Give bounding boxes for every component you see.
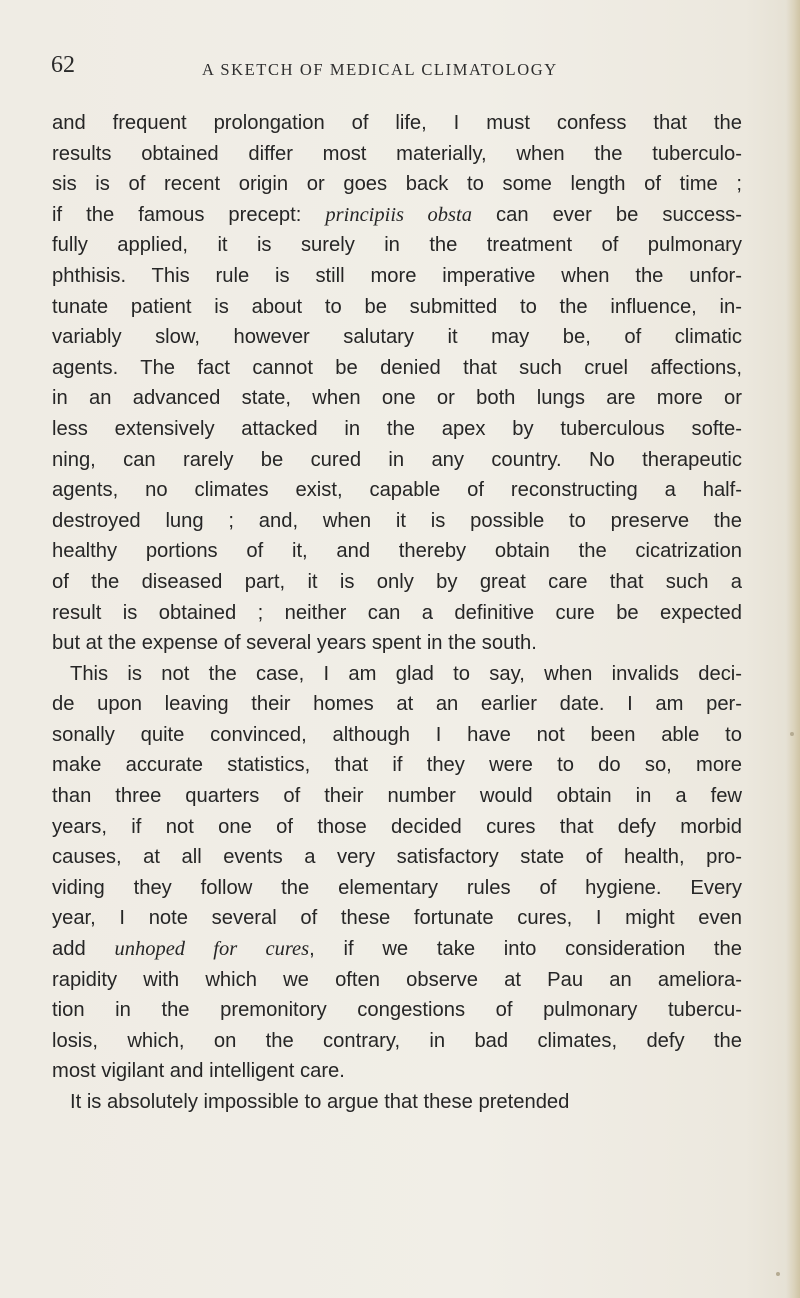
text-line: agents, no climates exist, capable of reconstructing a half- — [52, 479, 742, 502]
text-line: but at the expense of several years spent in the south. — [52, 632, 537, 655]
paper-speck — [790, 732, 794, 736]
text-line: in an advanced state, when one or both lungs are more or — [52, 387, 742, 410]
text-line: results obtained differ most materially, when the tuberculo- — [52, 142, 742, 165]
text-line: if the famous precept: principiis obsta can ever be success- — [52, 203, 742, 226]
text-line: healthy portions of it, and thereby obtain the cicatrization — [52, 540, 742, 563]
italic-phrase: principiis obsta — [325, 203, 472, 226]
text-line: result is obtained ; neither can a definitive cure be expected — [52, 601, 742, 624]
text-line: variably slow, however salutary it may be, of climatic — [52, 326, 742, 349]
text-line: de upon leaving their homes at an earlier date. I am per- — [52, 693, 742, 716]
body-text — [52, 108, 742, 1118]
text-line: of the diseased part, it is only by great care that such a — [52, 570, 742, 593]
text-line: years, if not one of those decided cures that defy morbid — [52, 815, 742, 838]
text-line: most vigilant and intelligent care. — [52, 1060, 345, 1083]
text-line: make accurate statistics, that if they were to do so, more — [52, 754, 742, 777]
text-line: destroyed lung ; and, when it is possible to preserve the — [52, 509, 742, 532]
text-line: and frequent prolongation of life, I must confess that the — [52, 112, 742, 134]
text-line: tunate patient is about to be submitted to the influence, in- — [52, 295, 742, 318]
running-head: A SKETCH OF MEDICAL CLIMATOLOGY — [202, 60, 558, 79]
text-line: phthisis. This rule is still more imperative when the unfor- — [52, 264, 742, 287]
text-line: add unhoped for cures, if we take into consideration the — [52, 938, 742, 961]
text-line: less extensively attacked in the apex by tuberculous softe- — [52, 417, 742, 440]
text-line: rapidity with which we often observe at Pau an ameliora- — [52, 968, 742, 991]
paper-speck — [776, 1272, 780, 1276]
italic-phrase: unhoped for cures — [114, 938, 310, 961]
text-line: causes, at all events a very satisfactory state of health, pro- — [52, 846, 742, 869]
text-line: sis is of recent origin or goes back to some length of time ; — [52, 173, 742, 196]
text-line: losis, which, on the contrary, in bad climates, defy the — [52, 1029, 742, 1052]
text-line: ning, can rarely be cured in any country. No therapeutic — [52, 448, 742, 471]
page-edge-shadow — [786, 0, 800, 1298]
text-line: sonally quite convinced, although I have not been able to — [52, 723, 742, 746]
page-header — [51, 52, 751, 92]
text-line: It is absolutely impossible to argue that these pretended — [70, 1091, 570, 1113]
text-line: This is not the case, I am glad to say, when invalids deci- — [70, 662, 742, 685]
text-line: fully applied, it is surely in the treatment of pulmonary — [52, 234, 742, 257]
text-line: than three quarters of their number would obtain in a few — [52, 785, 742, 808]
text-line: agents. The fact cannot be denied that such cruel affections, — [52, 356, 742, 379]
text-line: viding they follow the elementary rules of hygiene. Every — [52, 876, 742, 899]
text-line: year, I note several of these fortunate cures, I might even — [52, 907, 742, 930]
text-line: tion in the premonitory congestions of pulmonary tubercu- — [52, 999, 742, 1022]
page-number: 62 — [51, 52, 75, 78]
